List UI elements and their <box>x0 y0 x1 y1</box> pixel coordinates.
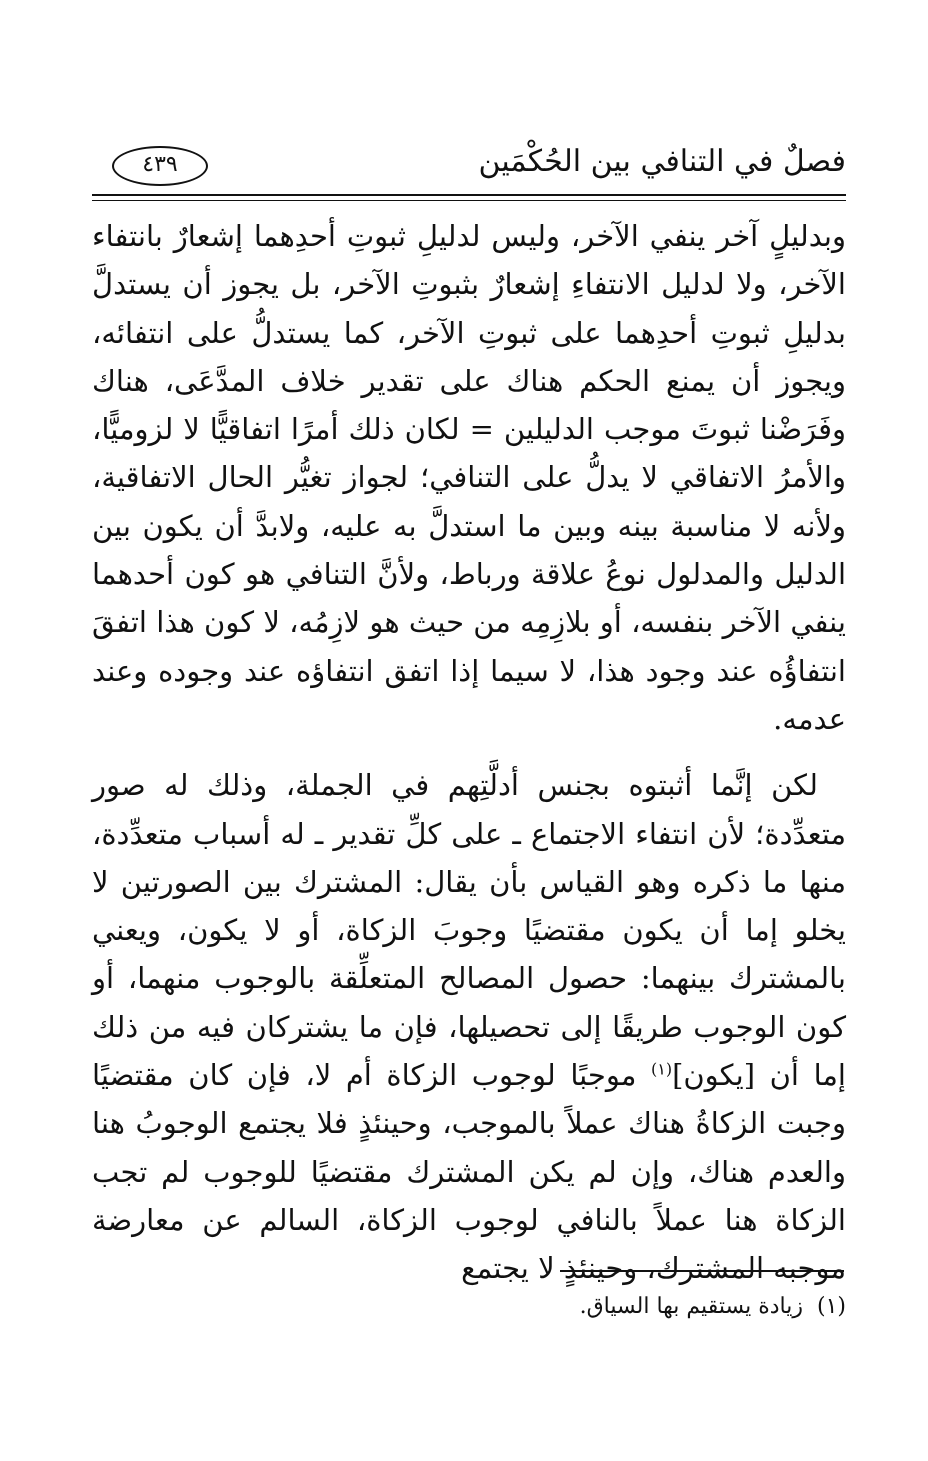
paragraph-1: وبدليلٍ آخر ينفي الآخر، وليس لدليلِ ثبوتِ أحدِهما إشعارٌ بانتفاء الآخر، ولا لدليل الانتفاءِ إشعارٌ بثبوتِ الآخر، بل يجوز أن يستدلَّ بدليلِ ثبوتِ أحدِهما على ثبوتِ الآخر، كما يستدلُّ على انتفائه، ويجوز أن يمنع الحكم هناك على تقدير خلاف المدَّعَى، هناك وفَرَضْنا ثبوتَ موجب الدليلين = لكان ذلك أمرًا اتفاقيًّا لا لزوميًّا، والأمرُ الاتفاقي لا يدلُّ على التنافي؛ لجواز تغيُّر الحال الاتفاقية، ولأنه لا مناسبة بينه وبين ما استدلَّ به عليه، ولابدَّ أن يكون بين الدليل والمدلول نوعُ علاقة ورباط، ولأنَّ التنافي هو كون أحدهما ينفي الآخر بنفسه، أو بلازِمِه من حيث هو لازِمُه، لا كون هذا اتفقَ انتفاؤُه عند وجود هذا، لا سيما إذا اتفق انتفاؤه عند وجوده وعند عدمه. <box>92 219 846 736</box>
footnote-1 <box>92 1290 846 1324</box>
paragraph-2-text-after-note: موجبًا لوجوب الزكاة أم لا، فإن كان مقتضيًا وجبت الزكاةُ هناك عملاً بالموجب، وحينئذٍ فلا يجتمع الوجوبُ هنا والعدم هناك، وإن لم يكن المشترك مقتضيًا للوجوب لم تجب الزكاة هنا عملاً بالنافي لوجوب الزكاة، السالم عن معارضة موجبه المشترك، وحينئذٍ لا يجتمع <box>92 1058 846 1286</box>
paragraph-2-text-before-note: لكن إنَّما أثبتوه بجنس أدلَّتِهم في الجملة، وذلك له صور متعدِّدة؛ لأن انتفاء الاجتماع ـ على كلِّ تقدير ـ له أسباب متعدِّدة، منها ما ذكره وهو القياس بأن يقال: المشترك بين الصورتين لا يخلو إما أن يكون مقتضيًا وجوبَ الزكاة، أو لا يكون، ويعني بالمشترك بينهما: حصول المصالح المتعلِّقة بالوجوب منهما، أو كون الوجوب طريقًا إلى تحصيلها، فإن ما يشتركان فيه من ذلك إما أن [يكون] <box>92 768 846 1093</box>
header-rule <box>92 194 846 196</box>
page-number: ٤٣٩ <box>112 146 208 186</box>
main-text <box>92 212 846 1293</box>
running-title: فصلٌ في التنافي بين الحُكْمَين <box>478 144 846 179</box>
footnote-number: (١) <box>816 1294 846 1319</box>
header-rule-thin <box>92 200 846 201</box>
footnote-separator <box>560 1270 844 1272</box>
paragraph-2 <box>92 761 846 1292</box>
footnote-reference: (١) <box>650 1059 673 1079</box>
footnote-text: زيادة يستقيم بها السياق. <box>579 1294 803 1319</box>
page-header <box>92 132 846 196</box>
